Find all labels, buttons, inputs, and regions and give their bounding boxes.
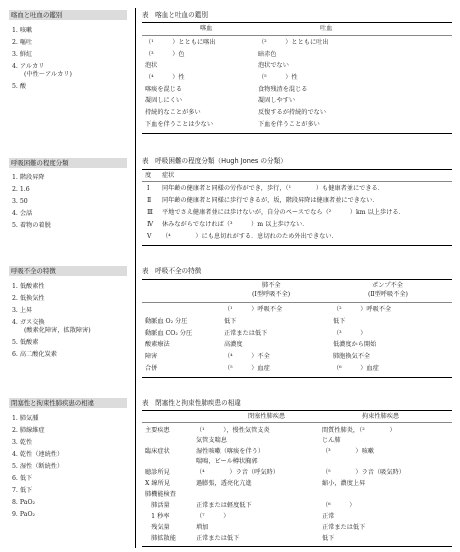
table4-col-header: 拘束性肺疾患 [362, 413, 400, 420]
table3-cell: 正常または低下 [224, 330, 268, 337]
table4-cell: 正常または低下 [322, 524, 366, 531]
table4-cell: （⁶ ） [322, 502, 356, 509]
table4-cell: じん肺 [322, 437, 341, 444]
table1-header-rule [142, 35, 452, 36]
answer-item: 6. 高二酸化炭素 [12, 351, 57, 358]
table3-bottom-rule [142, 377, 452, 378]
table4-row-label: 肺拡散能 [145, 535, 176, 542]
table4-row-label: 肺活量 [145, 502, 170, 509]
table1-title: 表 喀血と吐血の鑑別 [142, 11, 208, 19]
answer-item: 5. 着物の着脱 [12, 222, 51, 229]
section4-answers [12, 416, 63, 524]
table3-cell: 肺胞換気不全 [333, 353, 371, 360]
table4-cell: 低下 [322, 535, 335, 542]
answer-item: 2. 1.6 [12, 186, 30, 193]
answer-item: 2. 低換気性 [12, 295, 45, 302]
table3-cell: （¹ ）呼吸不全 [224, 306, 283, 313]
table2-title: 表 呼吸困難の程度分類（Hugh Jones の分類） [142, 157, 287, 165]
table4-row-label: 肺機能検査 [145, 491, 176, 498]
table3-cell: 低下 [333, 318, 346, 325]
table3-cell: （⁵ ）血症 [224, 365, 270, 372]
table4-cell: 過膨張，透亮化亢進 [196, 480, 252, 487]
answer-item: 5. 低酸素 [12, 339, 39, 346]
section3-heading: 呼吸不全の特徴 [9, 266, 127, 276]
table2-col-header: 度 [145, 172, 152, 179]
section4-heading: 閉塞性と拘束性肺疾患の相違 [9, 398, 127, 408]
table4-row-label: 聴診所見 [145, 469, 170, 476]
table1-cell: （¹ ）とともに喀出 [145, 39, 216, 46]
table1-cell: 下血を伴うことは少ない [145, 121, 214, 128]
table4-cell: （⁷ ） [196, 513, 230, 520]
table3-col-header-sub: (Ⅰ型呼吸不全) [252, 291, 291, 298]
table1-cell: 暗赤色 [258, 51, 277, 58]
table3-row-label: 合併 [145, 365, 158, 372]
table3-title: 表 呼吸不全の特徴 [142, 267, 202, 275]
table2-cell: Ⅰ [147, 185, 150, 192]
answer-item: 4. ガス交換 [12, 319, 45, 326]
table1-cell: 持続的なことが多い [145, 109, 201, 116]
answer-item: 7. 低下 [12, 487, 33, 494]
table1-col-header: 吐血 [320, 25, 333, 32]
answer-item: 4. 会話 [12, 210, 33, 217]
answer-item: 4. アルカリ [12, 63, 45, 70]
answer-item-sub: (中性～アルカリ) [24, 71, 72, 78]
table2-cell: 休みながらでなければ（³ ）m 以上歩けない． [162, 221, 309, 228]
table3-header-rule [142, 302, 452, 303]
table4-cell: （³ ）咳嗽 [322, 448, 374, 455]
table1-cell: 凝固しやすい [258, 97, 296, 104]
answer-item: 6. 低下 [12, 475, 33, 482]
table4-cell: 気管支喘息 [196, 437, 227, 444]
table4-cell: 喘鳴，ビール樽状胸郭 [196, 458, 258, 465]
answer-item: 3. 乾性 [12, 439, 33, 446]
center-divider [135, 8, 136, 548]
answer-item: 5. 湿性（断続性） [12, 463, 64, 470]
table3-col-header-sub: (Ⅱ型呼吸不全) [368, 291, 408, 298]
table3-row-label: 酸素療法 [145, 341, 170, 348]
table4-cell: 縮小，濃度上昇 [322, 480, 366, 487]
table4-cell: 間質性肺炎，（² ） [322, 427, 396, 434]
table4-cell: （⁴ ）ラ音（呼気時） [196, 469, 279, 476]
table1-cell: 下血を伴うことが多い [258, 121, 320, 128]
answer-item: 8. PaO₂ [12, 499, 35, 506]
table1-cell: （⁵ ）性 [258, 74, 298, 81]
table4-top-rule [142, 410, 452, 411]
table4-cell: 正常または低下 [196, 535, 240, 542]
table3-top-rule [142, 279, 452, 280]
section3-answers [12, 284, 91, 364]
table1-cell: （³ ）色 [145, 51, 185, 58]
table1-cell: （² ）とともに吐出 [258, 39, 329, 46]
table3-cell: （⁶ ）血症 [333, 365, 379, 372]
section2-heading: 呼吸困難の程度分類 [9, 158, 127, 168]
table3-col-header: ポンプ不全 [372, 282, 403, 289]
table2-cell: 同年齢の健康者と同様の労作ができ，歩行，（¹ ）も健康者並にできる． [162, 185, 384, 192]
table1-bottom-rule [142, 133, 452, 134]
answer-item-sub: (酸素化障害，拡散障害) [24, 327, 91, 334]
table2-header-rule [142, 181, 452, 182]
table4-header-rule [142, 422, 452, 423]
table4-cell: （¹ ），慢性気管支炎 [196, 427, 270, 434]
table1-cell: 喀痰を混じる [145, 86, 183, 93]
table4-bottom-rule [142, 546, 452, 547]
answer-item: 2. 嘔吐 [12, 39, 33, 46]
answer-item: 1. 階段昇降 [12, 174, 45, 181]
table4-cell: 正常 [322, 513, 335, 520]
table4-row-label: 1 秒率 [145, 513, 170, 520]
table3-cell: （² ）呼吸不全 [333, 306, 392, 313]
table1-cell: 食物残渣を混じる [258, 86, 308, 93]
table2-cell: 同年齢の健康者と同様に歩行できるが，坂，階段昇降は健康者並にできない． [162, 197, 379, 204]
table4-col-header: 閉塞性肺疾患 [248, 413, 286, 420]
table3-cell: （⁴ ）不全 [224, 353, 270, 360]
table1-cell: （⁴ ）性 [145, 74, 185, 81]
table4-title: 表 閉塞性と拘束性肺疾患の相違 [142, 399, 241, 407]
table3-row-label: 動脈血 CO₂ 分圧 [145, 330, 193, 337]
table1-cell: 泡状 [145, 62, 158, 69]
table4-cell: （⁵ ）ラ音（吸気時） [322, 469, 405, 476]
table2-bottom-rule [142, 245, 452, 246]
table2-cell: （⁴ ）にも息切れがする．息切れのため外出できない． [162, 233, 338, 240]
table3-cell: 低濃度から開始 [333, 341, 377, 348]
answer-item: 3. 鮮紅 [12, 51, 33, 58]
table1-cell: 泡状でない [258, 62, 289, 69]
table4-row-label: 残気量 [145, 524, 170, 531]
table3-cell: 低下 [224, 318, 237, 325]
table4-row-label: 臨床症状 [145, 448, 170, 455]
table4-row-label: X 線所見 [145, 480, 170, 487]
answer-item: 1. 低酸素性 [12, 283, 45, 290]
section1-answers [12, 28, 72, 96]
answer-item: 9. PaO₂ [12, 511, 35, 518]
answer-item: 3. 50 [12, 198, 28, 205]
section2-answers [12, 175, 51, 235]
table1-cell: 凝固しにくい [145, 97, 183, 104]
answer-item: 3. 上昇 [12, 307, 33, 314]
answer-item: 1. 肺気腫 [12, 415, 39, 422]
answer-item: 2. 肺線維症 [12, 427, 45, 434]
table2-top-rule [142, 169, 452, 170]
table1-top-rule [142, 22, 452, 23]
table4-cell: 増加 [196, 524, 209, 531]
answer-item: 4. 乾性（連続性） [12, 451, 64, 458]
table3-row-label: 動脈血 O₂ 分圧 [145, 318, 188, 325]
table2-col-header: 症状 [162, 172, 175, 179]
table2-cell: Ⅳ [147, 221, 154, 228]
table3-cell: （³ ） [333, 330, 367, 337]
table2-cell: Ⅲ [147, 209, 153, 216]
table4-cell: 正常または軽度低下 [196, 502, 252, 509]
table4-row-label: 主要疾患 [145, 427, 170, 434]
table4-cell: 湿性咳嗽（喀痰を伴う） [196, 448, 265, 455]
table2-cell: 平地でさえ健康者並には歩けないが，自分のペースでなら（² ）km 以上歩ける． [162, 209, 405, 216]
answer-item: 1. 咳嗽 [12, 27, 33, 34]
table3-col-header: 肺不全 [262, 282, 281, 289]
table1-cell: 反復するが持続的でない [258, 109, 327, 116]
answer-item: 5. 酸 [12, 83, 27, 90]
table2-cell: Ⅱ [147, 197, 152, 204]
table3-cell: 高濃度 [224, 341, 243, 348]
section1-heading: 喀血と吐血の鑑別 [9, 10, 127, 20]
table3-row-label: 障害 [145, 353, 158, 360]
table1-col-header: 喀血 [200, 25, 213, 32]
table2-cell: Ⅴ [147, 233, 152, 240]
